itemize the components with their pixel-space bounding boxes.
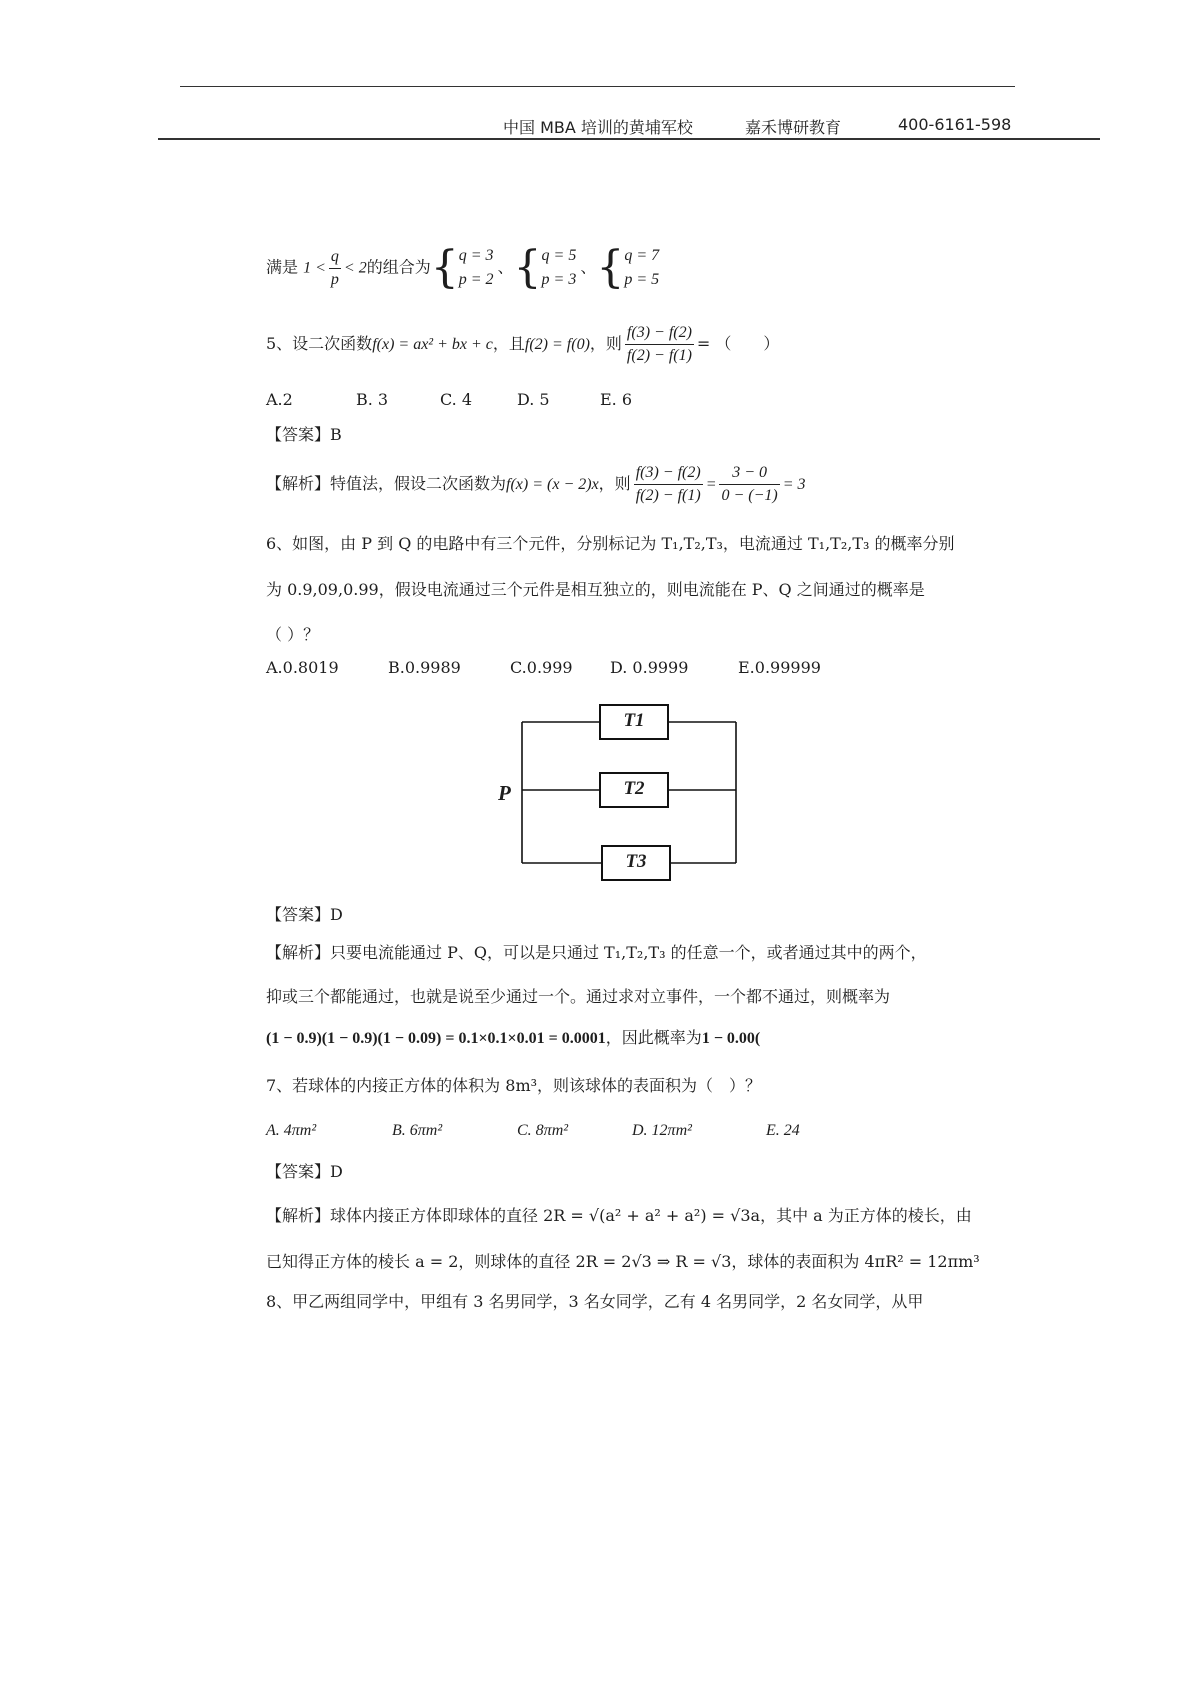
circuit-t2-label: T2 <box>623 778 645 799</box>
q7-option-e: E. 24 <box>766 1122 800 1139</box>
q5-analysis: 【解析】特值法，假设二次函数为f(x) = (x − 2)x，则 $\frac{f(3) - f(2)}{f(2) - f(1)}$ = $\frac{3 - 0}{0 - (-1)}$ = 3 <box>266 462 806 507</box>
header-top-rule <box>180 86 1015 87</box>
q7-analysis-line2: 已知得正方体的棱长 a = 2，则球体的直径 2R = 2√3 ⇒ R = √3，球体的表面积为 4πR² = 12πm³ <box>266 1252 980 1271</box>
q8-stem: 8、甲乙两组同学中，甲组有 3 名男同学，3 名女同学，乙有 4 名男同学，2 名女同学，从甲 <box>266 1292 924 1311</box>
q7-answer: 【答案】D <box>266 1162 343 1181</box>
system-2: q = 5 p = 3 <box>541 247 577 288</box>
q-over-p-fraction: $\frac{q}{p}$ <box>330 247 339 288</box>
circuit-p-label: P <box>498 781 511 805</box>
q5-fraction: $\frac{f(3) - f(2)}{f(2) - f(1)}$ <box>626 324 692 364</box>
q6-stem-line3: （ ）？ <box>266 625 320 644</box>
q7-option-b: B. 6πm² <box>392 1122 443 1139</box>
q5-option-d: D. 5 <box>517 390 550 409</box>
q6-option-b: B.0.9989 <box>388 658 461 677</box>
combo-line: 满是 1 < $\frac{q}{p}$ < 2的组合为{ q = 3 p = 2 、{ q = 5 p = 3 、{ q = 7 p = 5 <box>266 242 660 293</box>
q5-answer: 【答案】B <box>266 425 342 444</box>
q5-analysis-fraction: $\frac{f(3) - f(2)}{f(2) - f(1)}$ <box>635 464 701 504</box>
circuit-t3-label: T3 <box>625 851 647 872</box>
q7-option-d: D. 12πm² <box>632 1122 692 1139</box>
system-3: q = 7 p = 5 <box>624 247 660 288</box>
circuit-t1-label: T1 <box>623 710 645 731</box>
q5-option-c: C. 4 <box>440 390 473 409</box>
q6-option-d: D. 0.9999 <box>610 658 689 677</box>
q6-stem-line1: 6、如图，由 P 到 Q 的电路中有三个元件，分别标记为 T₁,T₂,T₃，电流通过 T₁,T₂,T₃ 的概率分别 <box>266 534 955 553</box>
q6-analysis-line3: (1 − 0.9)(1 − 0.9)(1 − 0.09) = 0.1×0.1×0.01 = 0.0001，因此概率为1 − 0.00( <box>266 1028 761 1047</box>
q6-analysis-line2: 抑或三个都能通过，也就是说至少通过一个。通过求对立事件，一个都不通过，则概率为 <box>266 987 891 1006</box>
header-phone: 400-6161-598 <box>898 115 1012 134</box>
system-1: q = 3 p = 2 <box>458 247 494 288</box>
q5-option-b: B. 3 <box>356 390 389 409</box>
q7-option-a: A. 4πm² <box>266 1122 317 1139</box>
q6-stem-line2: 为 0.9,09,0.99，假设电流通过三个元件是相互独立的，则电流能在 P、Q 之间通过的概率是 <box>266 580 925 599</box>
q6-option-e: E.0.99999 <box>738 658 821 677</box>
q5-value-fraction: $\frac{3 - 0}{0 - (-1)}$ <box>721 464 778 504</box>
q5-stem: 5、设二次函数f(x) = ax² + bx + c，且f(2) = f(0)，则 $\frac{f(3) - f(2)}{f(2) - f(1)}$ = （ ） <box>266 322 779 367</box>
q5-option-e: E. 6 <box>600 390 633 409</box>
q5-option-a: A.2 <box>266 390 293 409</box>
header-school: 中国 MBA 培训的黄埔军校 <box>503 118 693 137</box>
q6-option-a: A.0.8019 <box>266 658 339 677</box>
q6-option-c: C.0.999 <box>510 658 573 677</box>
q6-answer: 【答案】D <box>266 905 343 924</box>
header-brand: 嘉禾博研教育 <box>745 118 842 137</box>
q7-option-c: C. 8πm² <box>517 1122 569 1139</box>
q7-stem: 7、若球体的内接正方体的体积为 8m³，则该球体的表面积为（ ）？ <box>266 1076 762 1095</box>
header-bottom-rule <box>158 138 1100 140</box>
q6-analysis-line1: 【解析】只要电流能通过 P、Q，可以是只通过 T₁,T₂,T₃ 的任意一个，或者通过其中的两个， <box>266 943 927 962</box>
q7-analysis-line1: 【解析】球体内接正方体即球体的直径 2R = √(a² + a² + a²) = √3a，其中 a 为正方体的棱长，由 <box>266 1206 972 1225</box>
